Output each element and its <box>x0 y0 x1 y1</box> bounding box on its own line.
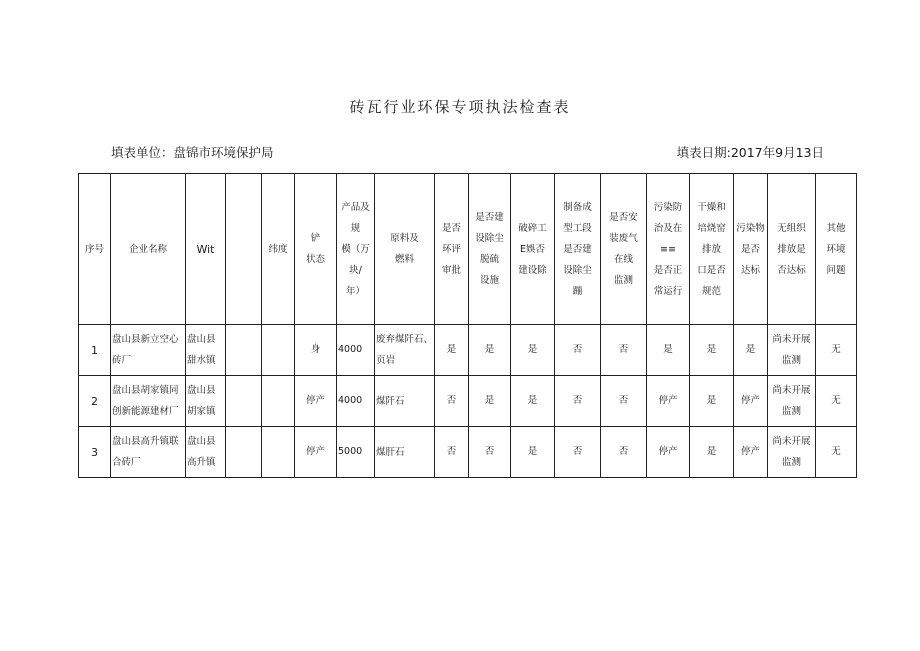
cell-dust-desulf: 是 <box>469 376 511 427</box>
cell-operation: 停产 <box>647 427 690 478</box>
cell-other: 无 <box>816 376 857 427</box>
header-cell: 制备成 型工段 是否建 设除尘 蹦 <box>555 174 601 325</box>
table-row <box>79 376 857 427</box>
cell-latitude <box>262 376 295 427</box>
header-row <box>79 174 857 325</box>
cell-other: 无 <box>816 325 857 376</box>
cell-company: 盘山县高升镇联合砖厂 <box>111 427 186 478</box>
cell-fugitive: 尚未开展监测 <box>768 376 816 427</box>
cell-dust-desulf: 是 <box>469 325 511 376</box>
cell-forming: 否 <box>555 427 601 478</box>
cell-online-monitor: 否 <box>601 325 647 376</box>
header-cell: 是否安 装废气 在线 监测 <box>601 174 647 325</box>
cell-status: 身 <box>295 325 337 376</box>
fill-unit: 填表单位：盘锦市环境保护局 <box>111 145 274 160</box>
header-cell <box>226 174 262 325</box>
cell-pollutant: 停产 <box>734 376 768 427</box>
cell-crushing: 是 <box>511 325 555 376</box>
cell-fugitive: 尚未开展监测 <box>768 427 816 478</box>
header-cell: 是否 环评 审批 <box>435 174 469 325</box>
header-cell: 铲 状态 <box>295 174 337 325</box>
header-cell: Wit <box>186 174 226 325</box>
cell-materials: 废弃煤阡石、页岩 <box>375 325 435 376</box>
cell-materials: 煤肝石 <box>375 427 435 478</box>
cell-status: 停产 <box>295 376 337 427</box>
cell-outlet: 是 <box>690 325 734 376</box>
table-row <box>79 325 857 376</box>
cell-capacity: 4000 <box>337 325 375 376</box>
cell-materials: 煤阡石 <box>375 376 435 427</box>
cell-operation: 停产 <box>647 376 690 427</box>
cell-index: 1 <box>79 325 111 376</box>
header-cell: 干燥和 培烧窑 排放 口是否 规范 <box>690 174 734 325</box>
cell-online-monitor: 否 <box>601 427 647 478</box>
cell-capacity: 5000 <box>337 427 375 478</box>
cell-outlet: 是 <box>690 427 734 478</box>
cell-company: 盘山县新立空心砖厂 <box>111 325 186 376</box>
cell-eia: 是 <box>435 325 469 376</box>
cell-dust-desulf: 否 <box>469 427 511 478</box>
cell-online-monitor: 否 <box>601 376 647 427</box>
cell-latitude <box>262 427 295 478</box>
header-cell: 是否建 设除尘 脱硫 设施 <box>469 174 511 325</box>
cell-pollutant: 是 <box>734 325 768 376</box>
cell-latitude <box>262 325 295 376</box>
cell-location: 盘山县高升镇 <box>186 427 226 478</box>
header-cell: 企业名称 <box>111 174 186 325</box>
cell-longitude <box>226 376 262 427</box>
header-cell: 污染防 治及在 ≡≡ 是否正 常运行 <box>647 174 690 325</box>
cell-forming: 否 <box>555 376 601 427</box>
header-cell: 破碎工 E娛否 建设除 <box>511 174 555 325</box>
cell-longitude <box>226 427 262 478</box>
cell-status: 停产 <box>295 427 337 478</box>
cell-forming: 否 <box>555 325 601 376</box>
header-cell: 无组织 排放是 否达标 <box>768 174 816 325</box>
cell-index: 3 <box>79 427 111 478</box>
cell-location: 盘山县胡家镇 <box>186 376 226 427</box>
cell-index: 2 <box>79 376 111 427</box>
cell-eia: 否 <box>435 427 469 478</box>
cell-crushing: 是 <box>511 376 555 427</box>
inspection-table <box>78 173 857 478</box>
header-cell: 污染物 是否 达标 <box>734 174 768 325</box>
cell-longitude <box>226 325 262 376</box>
header-cell: 产品及规 模（万块/ 年） <box>337 174 375 325</box>
cell-other: 无 <box>816 427 857 478</box>
cell-location: 盘山县甜水镇 <box>186 325 226 376</box>
fill-date: 填表日期:2017年9月13日 <box>676 145 824 160</box>
header-cell: 原料及 燃料 <box>375 174 435 325</box>
page-title: 砖瓦行业环保专项执法检查表 <box>349 98 571 116</box>
cell-company: 盘山县胡家镇同创新能源建材厂 <box>111 376 186 427</box>
cell-capacity: 4000 <box>337 376 375 427</box>
header-cell: 其他 环境 问题 <box>816 174 857 325</box>
header-cell: 纬度 <box>262 174 295 325</box>
cell-crushing: 是 <box>511 427 555 478</box>
cell-outlet: 是 <box>690 376 734 427</box>
cell-eia: 否 <box>435 376 469 427</box>
table-row <box>79 427 857 478</box>
cell-operation: 是 <box>647 325 690 376</box>
cell-fugitive: 尚未开展监测 <box>768 325 816 376</box>
header-cell: 序号 <box>79 174 111 325</box>
cell-pollutant: 停产 <box>734 427 768 478</box>
